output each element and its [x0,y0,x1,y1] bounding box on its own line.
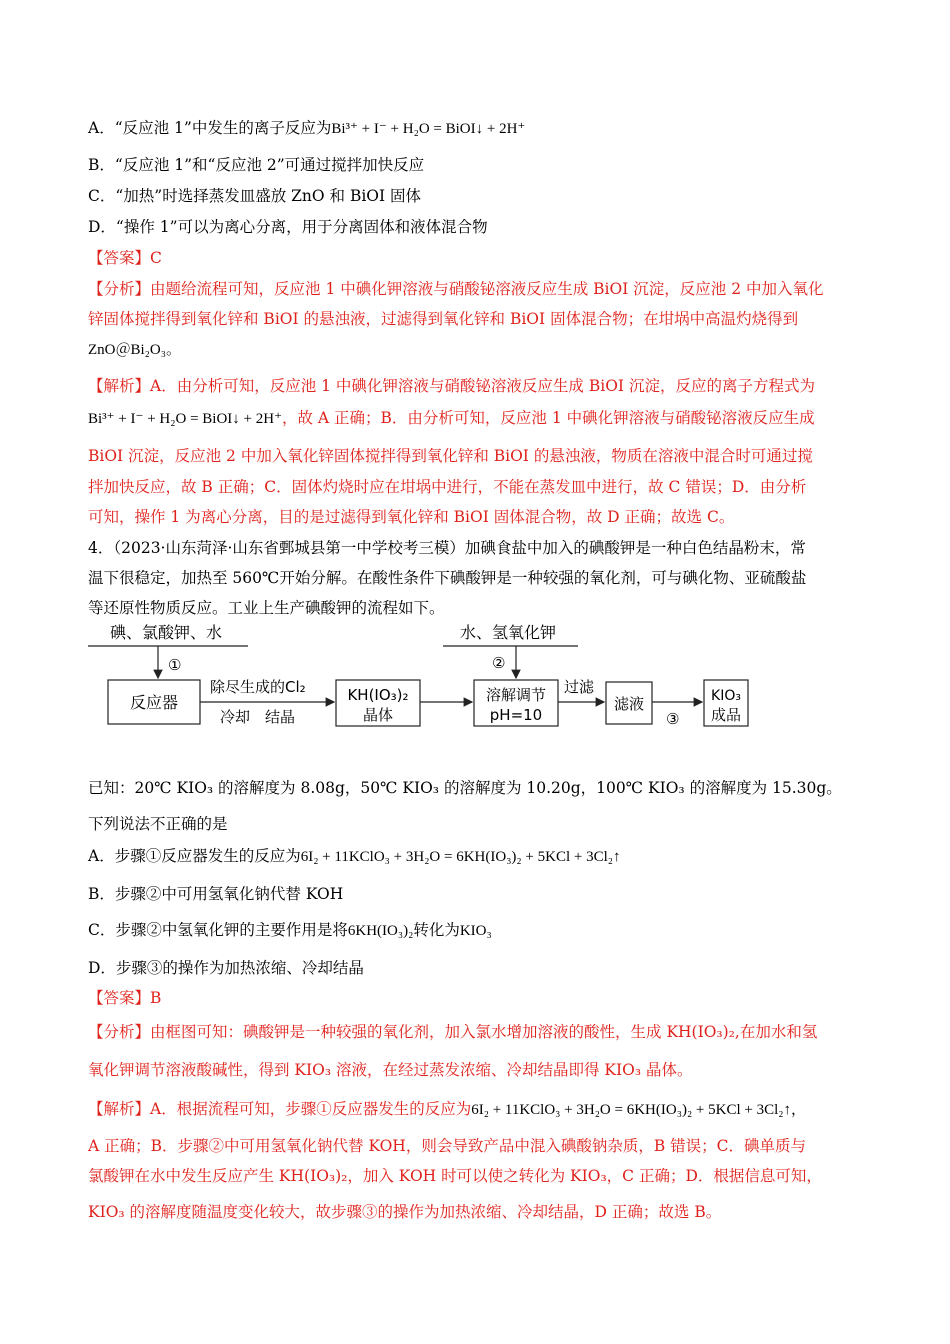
process-flow-diagram [88,620,768,740]
q3-solution-line-1 [88,376,815,396]
answer-tag: 【答案】 [88,249,151,267]
q4-prompt: 下列说法不正确的是 [88,815,228,833]
q3-option-d: D．“操作 1”可以为离心分离，用于分离固体和液体混合物 [88,218,488,236]
q4-analysis-line-2: 氧化钾调节溶液酸碱性，得到 KIO₃ 溶液，在经过蒸发浓缩、冷却结晶即得 KIO₃ 晶体。 [88,1061,693,1079]
solution-equation: Bi³⁺ + I⁻ + H₂O = BiOI↓ + 2H⁺ [88,411,282,427]
q3-solution-line-4: 拌加快反应，故 B 正确；C．固体灼烧时应在坩埚中进行，不能在蒸发皿中进行，故 C 错误；D．由分析 [88,478,807,496]
analysis-formula: ZnO＠Bi₂O₃。 [88,342,181,358]
q4-analysis-line-1 [88,1022,817,1042]
q4-solution-line-2: A 正确；B．步骤②中可用氢氧化钠代替 KOH，则会导致产品中混入碘酸钠杂质，B 错误；C．碘单质与 [88,1137,807,1155]
q3-solution-line-5: 可知，操作 1 为离心分离，目的是过滤得到氧化锌和 BiOI 固体混合物，故 D 正确；故选 C。 [88,508,735,526]
flow-box-crystal-label-1: KH(IO₃)₂ [347,686,409,704]
q4-option-a [88,846,620,867]
solution-text: A．由分析可知，反应池 1 中碘化钾溶液与硝酸铋溶液反应生成 BiOI 沉淀，反应的离子方程式为 [150,377,815,395]
q4-option-b: B．步骤②中可用氢氧化钠代替 KOH [88,885,344,903]
solution-tag: 【解析】 [88,1100,151,1118]
q3-option-c: C．“加热”时选择蒸发皿盛放 ZnO 和 BiOI 固体 [88,187,422,205]
flow-box-product-label-1: KIO₃ [711,688,741,704]
q4-option-a-equation: 6I₂ + 11KClO₃ + 3H₂O = 6KH(IO₃)₂ + 5KCl + 3Cl₂↑ [300,849,621,865]
answer-value: C [150,249,162,267]
solution-text: A．根据流程可知，步骤①反应器发生的反应为 [150,1100,472,1118]
q4-option-c-formula-2: KIO₃ [459,923,492,939]
flow-box-dissolve-label-1: 溶解调节 [485,686,547,704]
flow-input-1: 碘、氯酸钾、水 [110,623,223,642]
q3-analysis-line-3 [88,339,181,360]
flow-step-3: ③ [666,710,680,728]
flow-box-dissolve-label-2: pH=10 [489,706,543,724]
q4-option-c-formula: 6KH(IO₃)₂ [347,923,414,939]
analysis-tag: 【分析】 [88,1023,151,1041]
analysis-text: 由题给流程可知，反应池 1 中碘化钾溶液与硝酸铋溶液反应生成 BiOI 沉淀，反应池 2 中加入氧化 [150,280,824,298]
flow-arrow-filter-label: 过滤 [564,678,595,696]
answer-value: B [150,989,162,1007]
q4-option-a-text: A．步骤①反应器发生的反应为 [88,847,301,865]
flow-box-reactor-label: 反应器 [129,693,179,712]
q4-known: 已知：20℃ KIO₃ 的溶解度为 8.08g，50℃ KIO₃ 的溶解度为 10.20g，100℃ KIO₃ 的溶解度为 15.30g。 [88,779,842,797]
flow-step-1: ① [168,656,182,674]
q4-option-d: D．步骤③的操作为加热浓缩、冷却结晶 [88,959,364,977]
q4-solution-line-3: 氯酸钾在水中发生反应产生 KH(IO₃)₂，加入 KOH 时可以使之转化为 KIO₃，C 正确；D．根据信息可知， [88,1167,822,1185]
q4-stem-line-1: 4．（2023·山东菏泽·山东省鄄城县第一中学校考三模）加碘食盐中加入的碘酸钾是一种白色结晶粉末，常 [88,539,806,557]
q3-solution-line-3: BiOI 沉淀，反应池 2 中加入氧化锌固体搅拌得到氧化锌和 BiOI 的悬浊液，物质在溶液中混合时可通过搅 [88,447,813,465]
flow-arrow-1-bottom-label: 冷却 结晶 [220,708,296,726]
q3-option-a-text: A．“反应池 1”中发生的离子反应为 [88,119,332,137]
solution-tag: 【解析】 [88,377,151,395]
q4-solution-line-1 [88,1099,806,1120]
q4-option-c-text-2: 转化为 [413,921,460,939]
q3-solution-line-2 [88,408,815,429]
q4-solution-line-4: KIO₃ 的溶解度随温度变化较大，故步骤③的操作为加热浓缩、冷却结晶，D 正确；故选 B。 [88,1203,722,1221]
solution-equation: 6I₂ + 11KClO₃ + 3H₂O = 6KH(IO₃)₂ + 5KCl + 3Cl₂↑， [471,1102,806,1118]
q3-option-a [88,118,525,139]
q4-option-c-text: C．步骤②中氢氧化钾的主要作用是将 [88,921,348,939]
q3-analysis-line-2: 锌固体搅拌得到氧化锌和 BiOI 的悬浊液，过滤得到氧化锌和 BiOI 固体混合物；在坩埚中高温灼烧得到 [88,310,799,328]
analysis-text: 由框图可知：碘酸钾是一种较强的氧化剂，加入氯水增加溶液的酸性，生成 KH(IO₃)₂,在加水和氢 [150,1023,818,1041]
flow-input-2: 水、氢氧化钾 [460,623,557,642]
q4-stem-line-3: 等还原性物质反应。工业上生产碘酸钾的流程如下。 [88,599,445,617]
answer-tag: 【答案】 [88,989,151,1007]
solution-text: ，故 A 正确；B．由分析可知，反应池 1 中碘化钾溶液与硝酸铋溶液反应生成 [281,409,815,427]
flow-box-product-label-2: 成品 [710,706,742,724]
q3-analysis-line-1 [88,279,823,299]
flow-arrow-1-top-label: 除尽生成的Cl₂ [210,678,306,696]
q4-stem-line-2: 温下很稳定，加热至 560℃开始分解。在酸性条件下碘酸钾是一种较强的氧化剂，可与碘化物、亚硫酸盐 [88,569,807,587]
q3-option-a-equation: Bi³⁺ + I⁻ + H₂O = BiOI↓ + 2H⁺ [331,121,526,137]
flow-box-crystal-label-2: 晶体 [362,706,394,724]
q4-answer [88,988,161,1008]
q4-option-c [88,920,492,941]
q3-option-b: B．“反应池 1”和“反应池 2”可通过搅拌加快反应 [88,156,425,174]
q3-answer [88,248,162,268]
analysis-tag: 【分析】 [88,280,151,298]
flow-box-filtrate-label: 滤液 [613,695,645,713]
flow-step-2: ② [492,654,506,672]
